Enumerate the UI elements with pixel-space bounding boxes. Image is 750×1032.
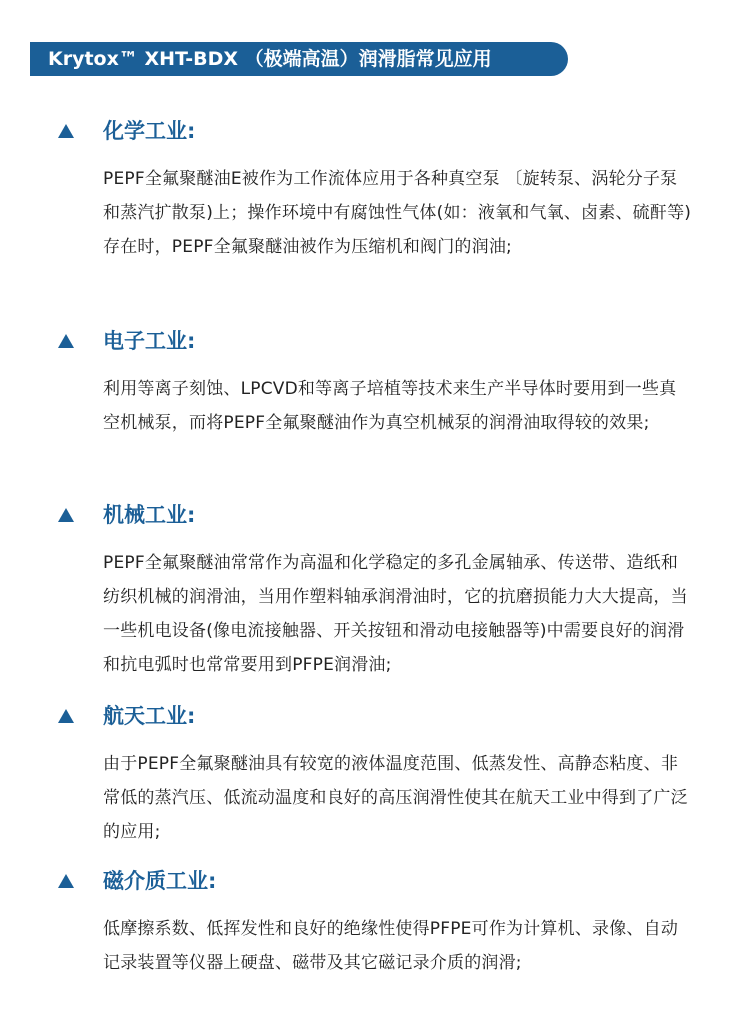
section-heading-text: 电子工业: (103, 329, 196, 353)
section-mechanical (0, 500, 750, 682)
section-heading (0, 116, 750, 150)
page-title-banner (30, 42, 568, 76)
section-heading (0, 326, 750, 360)
section-chemical (0, 116, 750, 264)
section-heading (0, 500, 750, 534)
triangle-bullet-icon (58, 508, 74, 522)
section-heading-text: 航天工业: (103, 704, 196, 728)
section-heading-text: 磁介质工业: (103, 869, 217, 893)
triangle-bullet-icon (58, 124, 74, 138)
section-body: 由于PEPF全氟聚醚油具有较宽的液体温度范围、低蒸发性、高静态粘度、非常低的蒸汽压、低流动温度和良好的高压润滑性使其在航天工业中得到了广泛的应用; (103, 754, 688, 842)
triangle-bullet-icon (58, 874, 74, 888)
section-heading (0, 701, 750, 735)
section-aerospace (0, 701, 750, 849)
section-electronics (0, 326, 750, 440)
page-title: Krytox™ XHT-BDX （极端高温）润滑脂常见应用 (48, 48, 492, 70)
section-heading-text: 化学工业: (103, 119, 196, 143)
triangle-bullet-icon (58, 709, 74, 723)
triangle-bullet-icon (58, 334, 74, 348)
section-body: PEPF全氟聚醚油E被作为工作流体应用于各种真空泵 〔旋转泵、涡轮分子泵和蒸汽扩散泵)上；操作环境中有腐蚀性气体(如：液氧和气氧、卤素、硫酐等)存在时，PEPF全氟聚醚油被作为压缩机和阀门的润油; (103, 169, 692, 257)
section-heading (0, 866, 750, 900)
section-body: 利用等离子刻蚀、LPCVD和等离子培植等技术来生产半导体时要用到一些真空机械泵，而将PEPF全氟聚醚油作为真空机械泵的润滑油取得较的效果; (103, 379, 677, 433)
section-heading-text: 机械工业: (103, 503, 196, 527)
section-magnetic-media (0, 866, 750, 980)
section-body: PEPF全氟聚醚油常常作为高温和化学稳定的多孔金属轴承、传送带、造纸和纺织机械的润滑油，当用作塑料轴承润滑油时，它的抗磨损能力大大提高，当一些机电设备(像电流接触器、开关按钮和滑动电接触器等)中需要良好的润滑和抗电弧时也常常要用到PFPE润滑油; (103, 553, 688, 675)
section-body: 低摩擦系数、低挥发性和良好的绝缘性使得PFPE可作为计算机、录像、自动记录装置等仪器上硬盘、磁带及其它磁记录介质的润滑; (103, 919, 679, 973)
